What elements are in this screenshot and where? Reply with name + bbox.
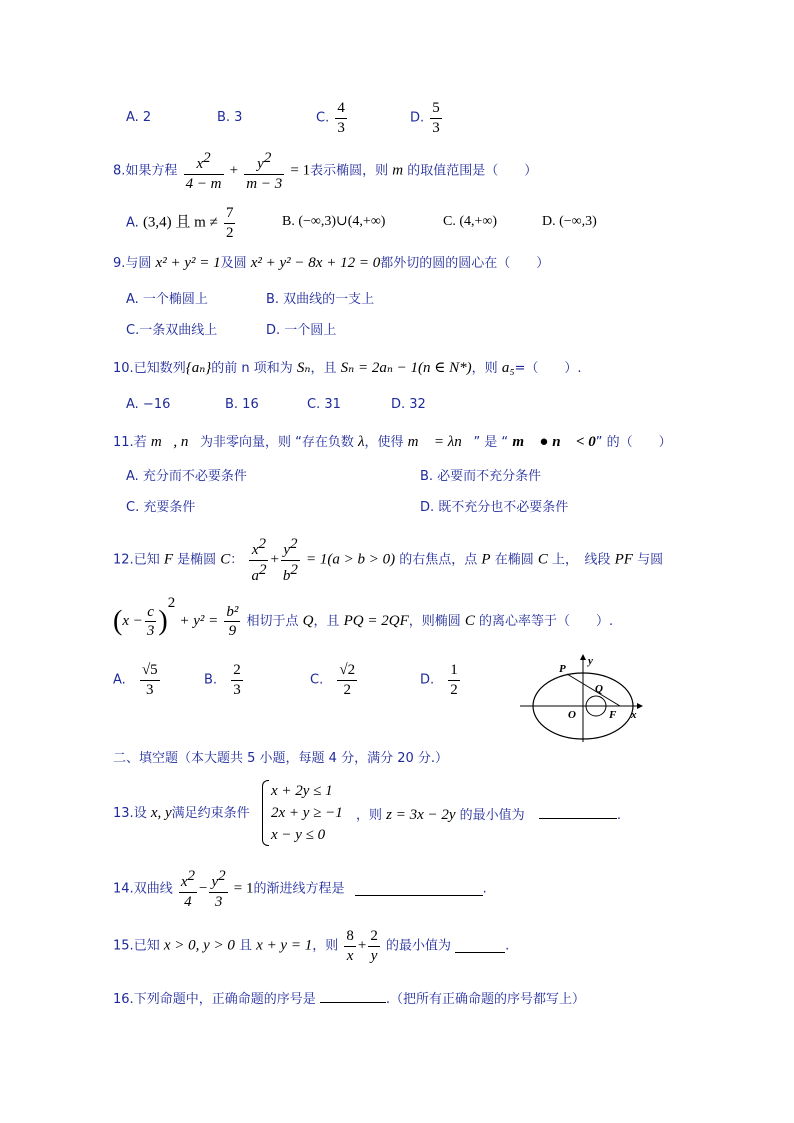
q15-stem: 15.已知 x > 0, y > 0 且 x + y = 1，则 $\frac{8}{x}$ + $\frac{2}{y}$ 的最小值为 . (113, 928, 510, 964)
y-axis-arrow (580, 654, 586, 660)
label-y: y (588, 655, 593, 667)
constraint-brace (262, 780, 269, 846)
q11-option-a: A. 充分而不必要条件 (126, 469, 247, 484)
q13-stem-end: ，则 z = 3x − 2y 的最小值为 . (356, 807, 621, 823)
label-o: O (568, 709, 576, 721)
q16-answer-blank (320, 990, 386, 1003)
q8-stem: 8.如果方程 $\frac{x^2}{4 - m}$ + $\frac{y^2}{m - 3}$ = 1表示椭圆，则 m 的取值范围是（ ） (113, 150, 538, 192)
q12-stem-line1: 12.已知 F 是椭圆 C： $\frac{x^2}{a^2}$ + $\frac{y^2}{b^2}$ = 1(a > b > 0) 的右焦点，点 P 在椭圆 C 上， 线段 PF 与圆 (113, 536, 664, 584)
q7-option-b: B. 3 (217, 110, 243, 125)
q7-option-d: D. $\frac{5}{3}$ (410, 100, 440, 136)
q9-option-a: A. 一个椭圆上 (126, 292, 208, 307)
q11-option-c: C. 充要条件 (126, 500, 196, 515)
q8-option-a: A. (3,4) 且 m ≠ $\frac{7}{2}$ (126, 205, 234, 241)
q10-stem: 10.已知数列{aₙ}的前 n 项和为 Sₙ，且 Sₙ = 2aₙ − 1(n ∈ N*)，则 a₅=（ ）. (113, 360, 582, 376)
q12-option-d: D. $\frac{1}{2}$ (420, 662, 458, 698)
q10-option-a: A. −16 (126, 397, 171, 412)
ellipse-figure (515, 650, 645, 745)
q10-option-c: C. 31 (307, 397, 341, 412)
q12-option-a: A. $\frac{√5}{3}$ (113, 662, 158, 698)
q7-option-c: C. $\frac{4}{3}$ (316, 100, 345, 136)
label-q: Q (595, 683, 603, 695)
q10-option-b: B. 16 (225, 397, 259, 412)
q16-stem: 16.下列命题中，正确命题的序号是 .（把所有正确命题的序号都写上） (113, 992, 585, 1007)
q9-option-c: C.一条双曲线上 (126, 323, 218, 338)
label-f: F (609, 709, 617, 721)
label-x: x (631, 709, 637, 721)
section-heading: 二、填空题（本大题共 5 小题，每题 4 分，满分 20 分.） (113, 751, 449, 766)
q14-answer-blank (355, 883, 483, 896)
q9-option-d: D. 一个圆上 (266, 323, 337, 338)
q9-option-b: B. 双曲线的一支上 (266, 292, 375, 307)
q11-option-b: B. 必要而不充分条件 (420, 469, 542, 484)
label-p: P (559, 663, 566, 675)
x-axis-arrow (637, 703, 643, 709)
q12-option-c: C. $\frac{√2}{2}$ (310, 662, 356, 698)
q13-constraint-1: x + 2y ≤ 1 (271, 783, 333, 799)
q10-option-d: D. 32 (391, 397, 426, 412)
q11-stem: 11.若 m⃗, n⃗为非零向量，则 “存在负数 λ，使得 m⃗ = λn⃗” 是 “ m⃗ ● n⃗ < 0” 的（ ） (113, 434, 672, 450)
q15-answer-blank (455, 940, 505, 953)
q13-stem-start: 13.设 x, y满足约束条件 (113, 805, 250, 821)
q9-stem: 9.与圆 x² + y² = 1及圆 x² + y² − 8x + 12 = 0都外切的圆的圆心在（ ） (113, 255, 550, 271)
q12-option-b: B. $\frac{2}{3}$ (204, 662, 241, 698)
q13-constraint-2: 2x + y ≥ −1 (271, 805, 343, 821)
q12-stem-line2: (x − $\frac{c}{3}$ )$^2$ + y² = $\frac{\text{b²}}{9}$ 相切于点 Q，且 PQ = 2QF，则椭圆 C 的离心率等于（ ）. (113, 595, 614, 639)
q13-answer-blank (539, 806, 617, 819)
q14-stem: 14.双曲线 $\frac{x^2}{4}$ − $\frac{y^2}{3}$ = 1的渐进线方程是 . (113, 868, 487, 910)
q7-option-a: A. 2 (126, 110, 152, 125)
q8-option-d: D. (−∞,3) (542, 214, 597, 229)
q8-option-b: B. (−∞,3)∪(4,+∞) (282, 214, 386, 229)
q11-option-d: D. 既不充分也不必要条件 (420, 500, 569, 515)
q13-constraint-3: x − y ≤ 0 (271, 827, 326, 843)
q8-option-c: C. (4,+∞) (443, 214, 498, 229)
